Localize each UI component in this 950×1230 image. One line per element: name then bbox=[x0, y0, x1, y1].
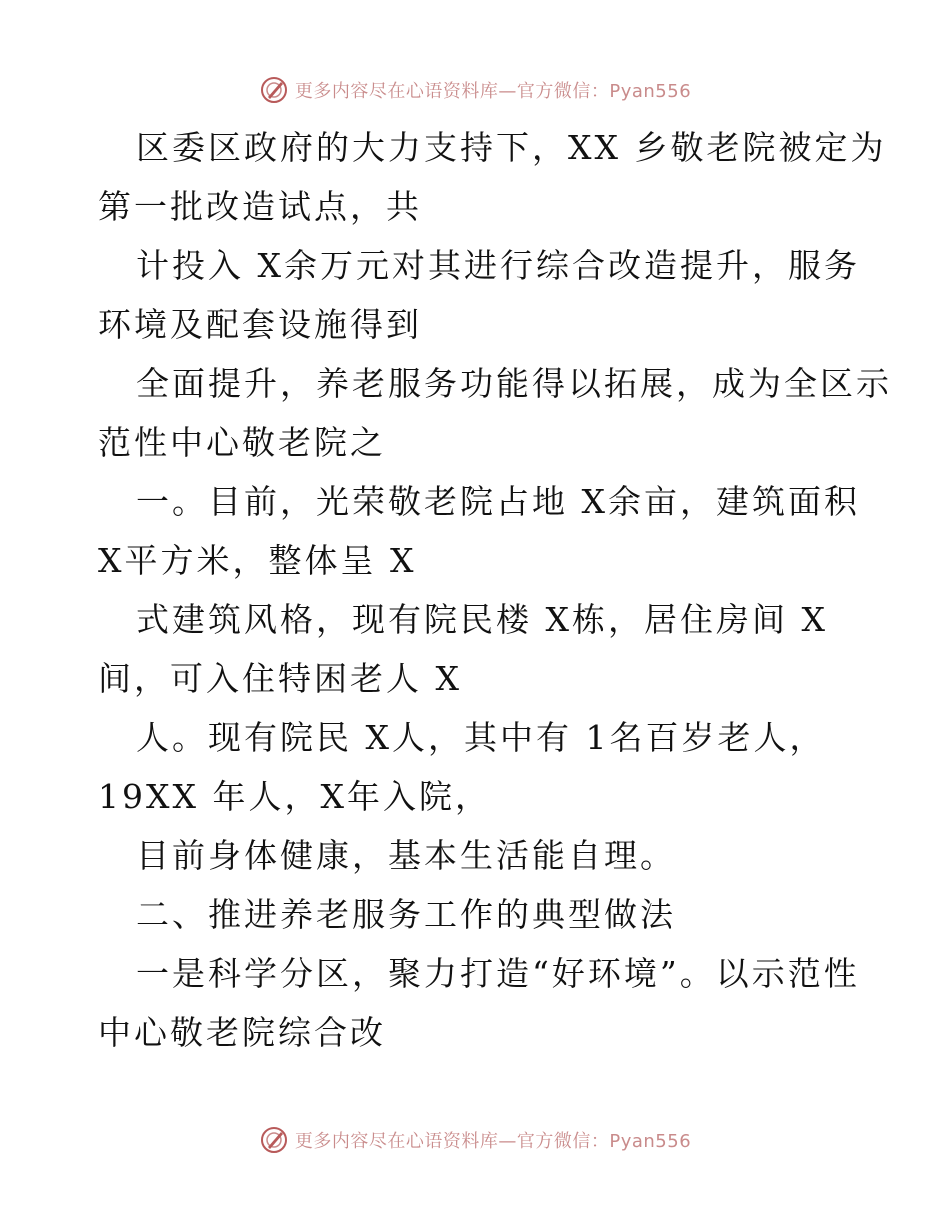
text-line: 一是科学分区，聚力打造“好环境”。以示范性 bbox=[136, 954, 860, 993]
text-line: 19XX 年人，X年入院， bbox=[98, 777, 491, 816]
text-line: 计投入 X余万元对其进行综合改造提升，服务 bbox=[136, 246, 860, 285]
section-heading: 二、推进养老服务工作的典型做法 bbox=[136, 895, 676, 934]
text-line: 人。现有院民 X人，其中有 1名百岁老人， bbox=[136, 718, 826, 757]
text-line: X平方米，整体呈 X bbox=[98, 541, 417, 580]
seal-pen-icon bbox=[259, 1125, 289, 1155]
text-line: 间，可入住特困老人 X bbox=[98, 659, 462, 698]
text-line: 一。目前，光荣敬老院占地 X余亩，建筑面积 bbox=[136, 482, 860, 521]
seal-pen-icon bbox=[259, 75, 289, 105]
text-line: 区委区政府的大力支持下，XX 乡敬老院被定为 bbox=[136, 128, 887, 167]
text-line: 中心敬老院综合改 bbox=[98, 1013, 386, 1052]
footer-watermark bbox=[0, 1120, 950, 1160]
document-body bbox=[98, 118, 892, 1062]
text-line: 目前身体健康，基本生活能自理。 bbox=[136, 836, 676, 875]
text-line: 全面提升，养老服务功能得以拓展，成为全区示 bbox=[136, 364, 892, 403]
text-line: 环境及配套设施得到 bbox=[98, 305, 422, 344]
watermark-text: 更多内容尽在心语资料库—官方微信：Pyan556 bbox=[294, 81, 692, 102]
text-line: 式建筑风格，现有院民楼 X栋，居住房间 X bbox=[136, 600, 828, 639]
watermark-text: 更多内容尽在心语资料库—官方微信：Pyan556 bbox=[294, 1131, 692, 1152]
text-line: 第一批改造试点，共 bbox=[98, 187, 422, 226]
text-line: 范性中心敬老院之 bbox=[98, 423, 386, 462]
header-watermark bbox=[0, 70, 950, 110]
